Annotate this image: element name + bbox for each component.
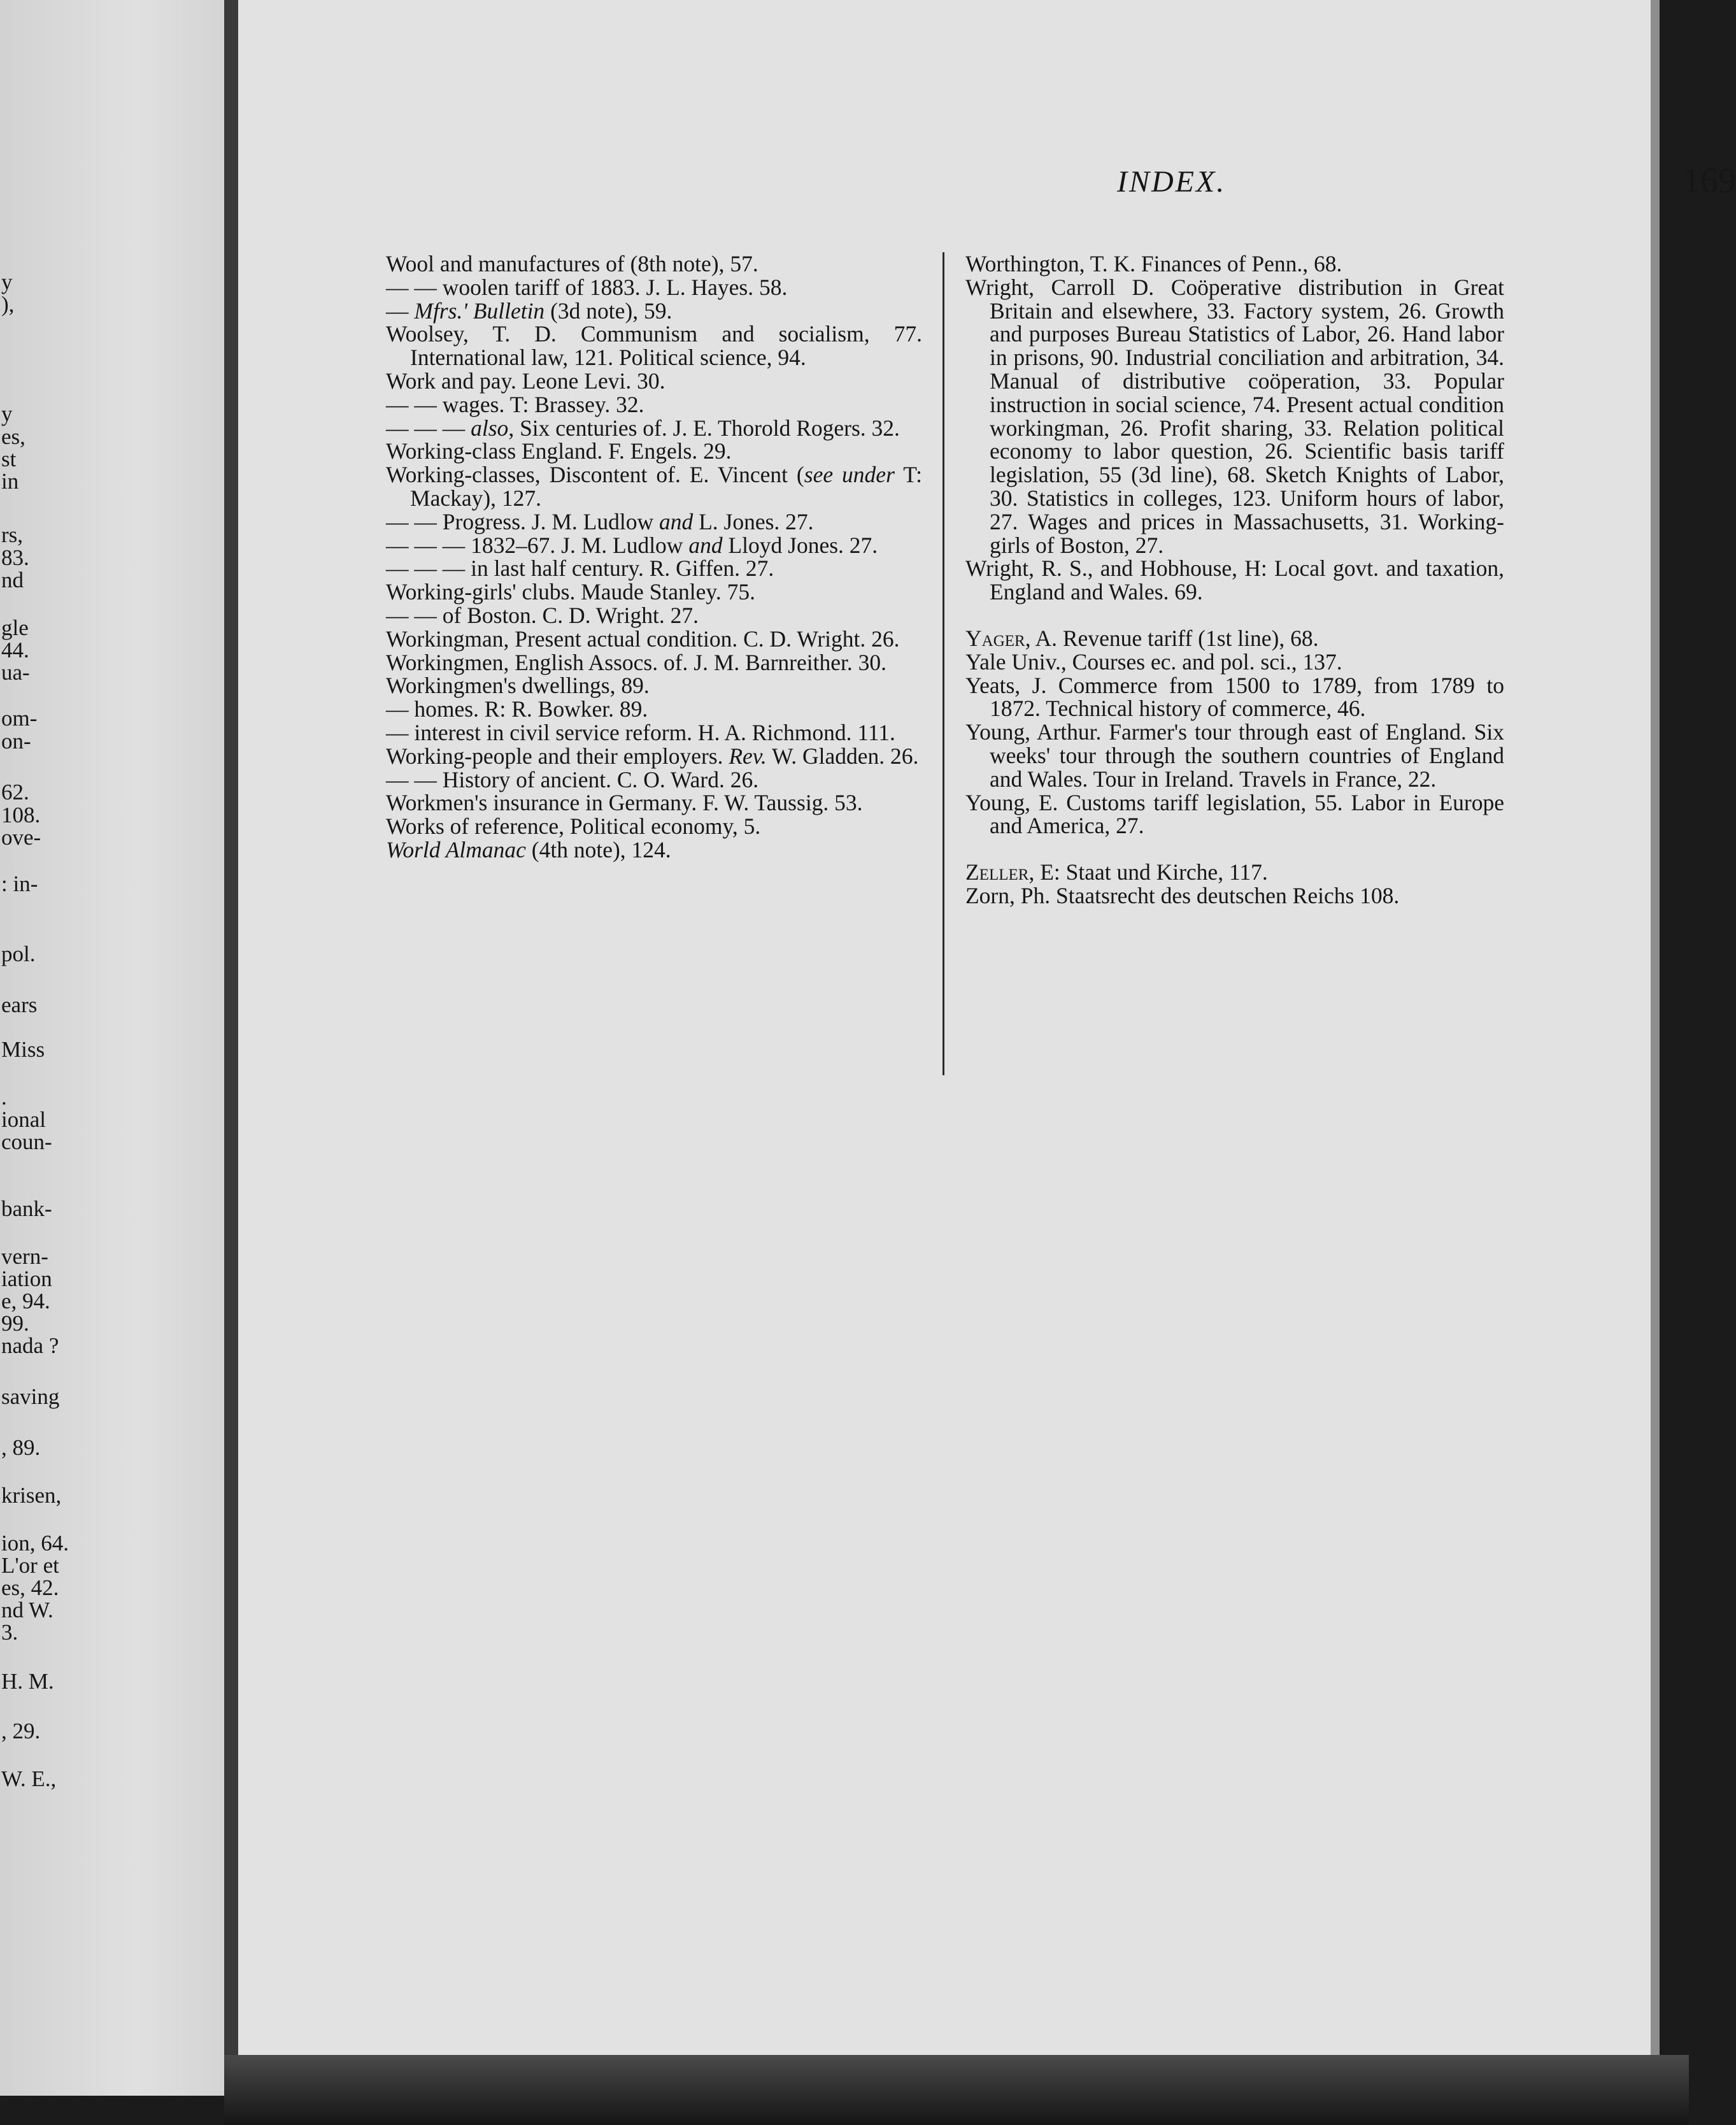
facing-page-text: om- bbox=[1, 706, 38, 731]
entry-text: — — — bbox=[386, 415, 471, 441]
entry-text: and bbox=[688, 532, 723, 558]
entry-text: Wright, R. S., and Hobhouse, H: Local govt. and taxation, England and Wales. 69. bbox=[965, 555, 1504, 605]
index-entry bbox=[386, 557, 922, 580]
facing-page-text: bank- bbox=[1, 1196, 52, 1221]
index-entry bbox=[386, 838, 922, 862]
index-column-left bbox=[386, 252, 922, 862]
index-entry bbox=[386, 534, 922, 557]
index-entry bbox=[386, 276, 922, 299]
entry-text: (3d note), 59. bbox=[544, 297, 672, 324]
facing-page-text: on- bbox=[1, 729, 31, 754]
facing-page-text: ears bbox=[1, 992, 38, 1017]
facing-page-text: nd W. bbox=[1, 1598, 53, 1622]
index-entry bbox=[965, 720, 1504, 791]
index-entry bbox=[965, 674, 1504, 721]
entry-text: Wool and manufactures of (8th note), 57. bbox=[386, 251, 758, 276]
index-entry bbox=[965, 861, 1504, 884]
facing-page-text: 44. bbox=[1, 638, 29, 662]
entry-text: Working-people and their employers. bbox=[386, 743, 729, 769]
facing-page-text: y bbox=[1, 401, 13, 426]
entry-text: Yager bbox=[965, 625, 1025, 651]
facing-page-text: iation bbox=[1, 1266, 52, 1291]
entry-text: L. Jones. 27. bbox=[693, 508, 814, 534]
index-entry bbox=[386, 815, 922, 838]
index-entry bbox=[386, 393, 922, 417]
entry-text: Rev. bbox=[729, 743, 767, 769]
entry-text: Wright, Carroll D. Coöperative distribution in Great Britain and elsewhere, 33. Factory system, 26. Growth and purposes Bureau Statistics of Labor, 26. Hand labor in prisons, 90. Industrial conciliation and arbitration, 34. Manual of distributive coöperation, 33. Popular instruction in social science, 74. Present actual condition workingman, 26. Profit sharing, 33. Relation political economy to labor question, 26. Scientific basis tariff legislation, 55 (3d line), 68. Sketch Knights of Labor, 30. Statistics in colleges, 123. Uniform hours of labor, 27. Wages and prices in Massachusetts, 31. Working-girls of Boston, 27. bbox=[965, 274, 1504, 558]
facing-page-text: ove- bbox=[1, 825, 41, 850]
entry-text: Young, E. Customs tariff legislation, 55. Labor in Europe and America, 27. bbox=[965, 789, 1504, 839]
index-entry bbox=[965, 791, 1504, 838]
facing-page-text: , 29. bbox=[1, 1719, 41, 1743]
facing-page-text: coun- bbox=[1, 1129, 52, 1154]
index-entry bbox=[386, 604, 922, 627]
facing-page-text: es, 42. bbox=[1, 1575, 59, 1600]
facing-page-text: ional bbox=[1, 1107, 46, 1132]
facing-page-text: , 89. bbox=[1, 1435, 41, 1460]
entry-text: Working-class England. F. Engels. 29. bbox=[386, 438, 732, 464]
entry-text: Zeller bbox=[965, 859, 1029, 885]
entry-text: — — History of ancient. C. O. Ward. 26. bbox=[386, 766, 759, 792]
entry-text: Mfrs.' Bulletin bbox=[414, 297, 545, 324]
entry-text: — — Progress. J. M. Ludlow bbox=[386, 508, 659, 534]
scan-shadow bbox=[224, 2055, 1689, 2125]
index-entry bbox=[386, 651, 922, 675]
entry-text: Yeats, J. Commerce from 1500 to 1789, from 1789 to 1872. Technical history of commerce, 46. bbox=[965, 672, 1504, 722]
entry-text: Workmen's insurance in Germany. F. W. Taussig. 53. bbox=[386, 790, 863, 816]
index-entry bbox=[965, 884, 1504, 908]
index-entry bbox=[386, 627, 922, 651]
facing-page-text: W. E., bbox=[1, 1766, 57, 1791]
facing-page-text: in bbox=[1, 469, 19, 494]
entry-text: Working-girls' clubs. Maude Stanley. 75. bbox=[386, 579, 755, 605]
facing-page-text: H. M. bbox=[1, 1669, 54, 1694]
index-entry bbox=[386, 417, 922, 440]
entry-text: see under bbox=[804, 462, 895, 488]
index-entry bbox=[965, 276, 1504, 557]
entry-text: Zorn, Ph. Staatsrecht des deutschen Reichs 108. bbox=[965, 882, 1400, 908]
facing-page-text: gle bbox=[1, 615, 29, 640]
index-entry bbox=[386, 698, 922, 721]
entry-text: — homes. R: R. Bowker. 89. bbox=[386, 696, 648, 722]
facing-page-text: nd bbox=[1, 568, 24, 592]
facing-page-text: es, bbox=[1, 424, 25, 449]
facing-page-text: : in- bbox=[1, 871, 38, 896]
entry-text: — interest in civil service reform. H. A. Richmond. 111. bbox=[386, 719, 895, 745]
index-entry bbox=[965, 650, 1504, 674]
index-entry bbox=[386, 369, 922, 393]
entry-text: Workingmen's dwellings, 89. bbox=[386, 673, 650, 699]
index-entry bbox=[386, 580, 922, 604]
facing-page-text: y bbox=[1, 269, 13, 294]
entry-text: — — woolen tariff of 1883. J. L. Hayes. 58. bbox=[386, 274, 788, 300]
index-entry bbox=[386, 791, 922, 815]
entry-text: Yale Univ., Courses ec. and pol. sci., 137. bbox=[965, 648, 1342, 675]
facing-page-text: vern- bbox=[1, 1244, 48, 1269]
index-entry bbox=[386, 721, 922, 745]
index-entry bbox=[386, 745, 922, 768]
entry-text: , A. Revenue tariff (1st line), 68. bbox=[1025, 625, 1319, 651]
entry-text: Workingmen, English Assocs. of. J. M. Barnreither. 30. bbox=[386, 649, 886, 675]
entry-text: Worthington, T. K. Finances of Penn., 68. bbox=[965, 251, 1342, 276]
facing-page-text: e, 94. bbox=[1, 1289, 50, 1313]
entry-text: — — — 1832–67. J. M. Ludlow bbox=[386, 532, 689, 558]
facing-page-text: rs, bbox=[1, 522, 24, 547]
entry-text: Working-classes, Discontent of. E. Vincent ( bbox=[386, 462, 804, 488]
entry-text: Works of reference, Political economy, 5. bbox=[386, 813, 761, 840]
entry-text: Woolsey, T. D. Communism and socialism, 77. International law, 121. Political science, 94. bbox=[386, 321, 922, 371]
index-entry bbox=[386, 440, 922, 463]
facing-page-text: 99. bbox=[1, 1311, 29, 1336]
facing-page-text: Miss bbox=[1, 1037, 45, 1062]
facing-page-text: . bbox=[1, 1085, 7, 1110]
running-head: INDEX. bbox=[1117, 165, 1227, 199]
facing-page-text: ion, 64. bbox=[1, 1531, 69, 1556]
entry-text: T: Mackay), 127. bbox=[410, 462, 923, 511]
entry-text: Workingman, Present actual condition. C. D. Wright. 26. bbox=[386, 626, 900, 652]
facing-page-text: 83. bbox=[1, 545, 29, 570]
entry-text: W. Gladden. 26. bbox=[766, 743, 919, 769]
index-entry bbox=[965, 557, 1504, 604]
facing-page-text: 108. bbox=[1, 803, 41, 827]
facing-page-text: 3. bbox=[1, 1620, 18, 1645]
index-entry bbox=[386, 299, 922, 323]
entry-text: Young, Arthur. Farmer's tour through east of England. Six weeks' tour through the southern countries of England and Wales. Tour in Ireland. Travels in France, 22. bbox=[965, 719, 1504, 792]
index-entry bbox=[386, 322, 922, 369]
index-entry bbox=[386, 768, 922, 792]
facing-page-text: nada ? bbox=[1, 1333, 59, 1358]
facing-page-text: pol. bbox=[1, 941, 36, 966]
entry-text: (4th note), 124. bbox=[525, 836, 671, 862]
facing-page-text: ua- bbox=[1, 660, 30, 685]
entry-text: — — — in last half century. R. Giffen. 27. bbox=[386, 555, 774, 582]
facing-page-text: krisen, bbox=[1, 1483, 62, 1508]
entry-text: , E: Staat und Kirche, 117. bbox=[1028, 859, 1268, 885]
entry-text: — — wages. T: Brassey. 32. bbox=[386, 391, 644, 417]
facing-page-text: 62. bbox=[1, 780, 29, 805]
facing-page-fragment bbox=[0, 0, 224, 2096]
index-entry bbox=[965, 627, 1504, 650]
index-entry bbox=[386, 510, 922, 534]
entry-text: World Almanac bbox=[386, 836, 526, 862]
entry-text: — bbox=[386, 297, 415, 324]
facing-page-text: ), bbox=[1, 292, 15, 317]
entry-text: Work and pay. Leone Levi. 30. bbox=[386, 368, 665, 394]
book-gutter bbox=[224, 0, 238, 2125]
column-rule bbox=[943, 252, 944, 1075]
entry-text: also bbox=[471, 415, 509, 441]
index-entry bbox=[386, 252, 922, 276]
facing-page-text: saving bbox=[1, 1384, 60, 1409]
entry-text: , Six centuries of. J. E. Thorold Rogers. 32. bbox=[508, 415, 900, 441]
index-entry bbox=[386, 463, 922, 510]
entry-text: — — of Boston. C. D. Wright. 27. bbox=[386, 602, 699, 628]
index-column-right bbox=[965, 252, 1504, 908]
facing-page-text: L'or et bbox=[1, 1553, 59, 1578]
entry-text: Lloyd Jones. 27. bbox=[722, 532, 878, 558]
index-entry bbox=[386, 674, 922, 698]
facing-page-text: st bbox=[1, 447, 17, 471]
index-entry bbox=[965, 252, 1504, 276]
entry-text: and bbox=[658, 508, 694, 534]
page-number: 169 bbox=[1683, 161, 1736, 201]
